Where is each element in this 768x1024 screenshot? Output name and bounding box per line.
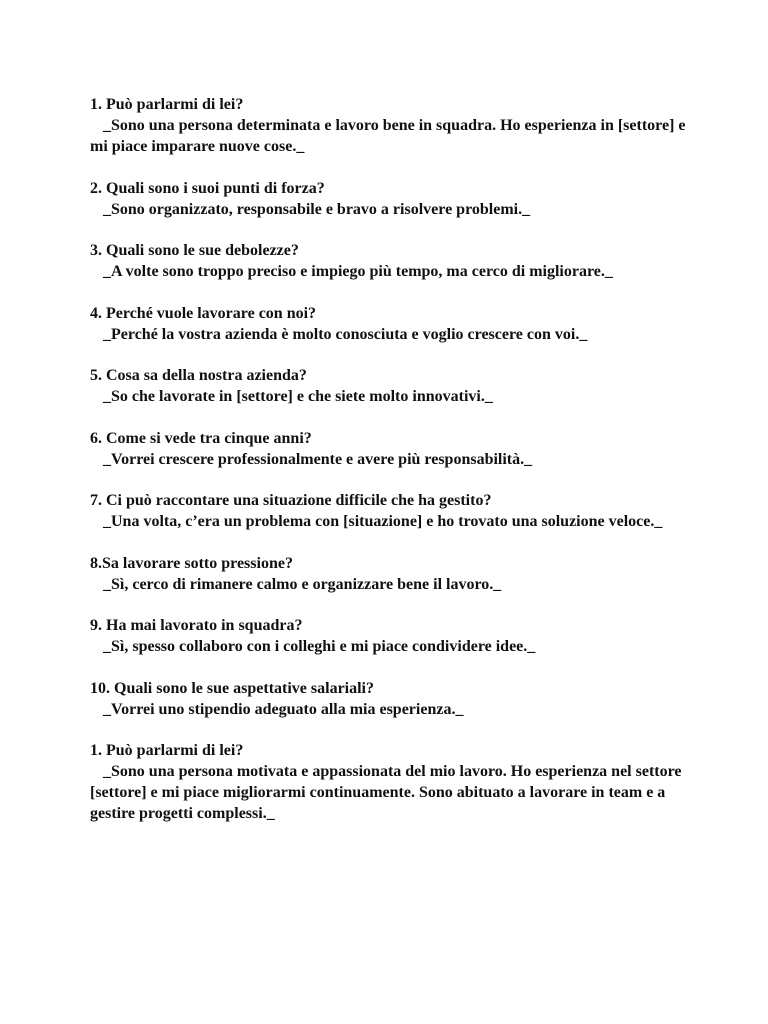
- qa-item: [90, 365, 690, 407]
- document-body: [90, 94, 690, 845]
- question-text: 10. Quali sono le sue aspettative salariali?: [90, 679, 374, 697]
- question-text: 1. Può parlarmi di lei?: [90, 96, 244, 113]
- question-text: 4. Perché vuole lavorare con noi?: [90, 304, 317, 322]
- qa-item: [90, 178, 690, 220]
- answer-text: _Vorrei uno stipendio adeguato alla mia esperienza._: [103, 700, 464, 718]
- answer-text: _Una volta, c’era un problema con [situazione] e ho trovato una soluzione veloce._: [103, 513, 663, 530]
- answer-text: _Sono una persona determinata e lavoro bene in squadra. Ho esperienza in [settore] e mi piace imparare nuove cose._: [90, 117, 686, 155]
- answer-text: _A volte sono troppo preciso e impiego più tempo, ma cerco di migliorare._: [103, 263, 613, 280]
- answer-text: _So che lavorate in [settore] e che siete molto innovativi._: [103, 388, 493, 405]
- qa-item: [90, 428, 690, 470]
- question-text: 2. Quali sono i suoi punti di forza?: [90, 179, 325, 197]
- question-text: 8.Sa lavorare sotto pressione?: [90, 554, 293, 572]
- qa-item: [90, 303, 690, 345]
- question-text: 1. Può parlarmi di lei?: [90, 742, 244, 759]
- qa-item: [90, 240, 690, 282]
- question-text: 7. Ci può raccontare una situazione difficile che ha gestito?: [90, 492, 492, 509]
- answer-text: _Sì, cerco di rimanere calmo e organizzare bene il lavoro._: [103, 575, 502, 593]
- qa-item: [90, 553, 690, 595]
- answer-text: _Vorrei crescere professionalmente e avere più responsabilità._: [103, 450, 533, 468]
- answer-text: _Sono una persona motivata e appassionata del mio lavoro. Ho esperienza nel settore [settore] e mi piace migliorarmi continuamente. Sono abituato a lavorare in team e a gestire progetti complessi._: [90, 763, 682, 822]
- question-text: 5. Cosa sa della nostra azienda?: [90, 367, 307, 384]
- qa-item: [90, 615, 690, 657]
- question-text: 6. Come si vede tra cinque anni?: [90, 429, 312, 447]
- qa-item: [90, 678, 690, 720]
- question-text: 3. Quali sono le sue debolezze?: [90, 242, 299, 259]
- qa-item: [90, 490, 690, 532]
- answer-text: _Sono organizzato, responsabile e bravo a risolvere problemi._: [103, 200, 531, 218]
- qa-item: [90, 94, 690, 157]
- answer-text: _Perché la vostra azienda è molto conosciuta e voglio crescere con voi._: [103, 325, 588, 343]
- qa-item: [90, 740, 690, 824]
- question-text: 9. Ha mai lavorato in squadra?: [90, 617, 303, 634]
- answer-text: _Sì, spesso collaboro con i colleghi e mi piace condividere idee._: [103, 638, 536, 655]
